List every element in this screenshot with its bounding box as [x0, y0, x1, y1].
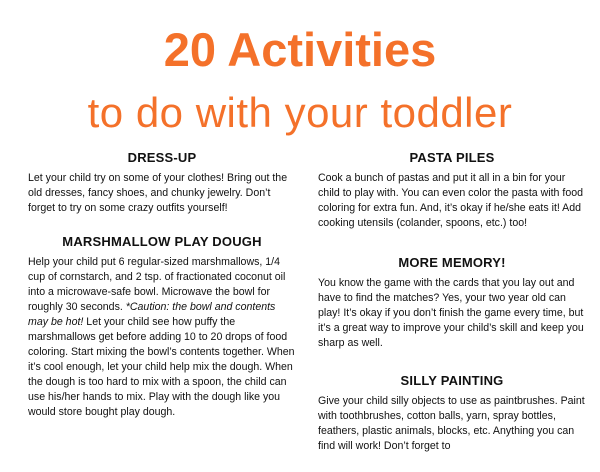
page-title: 20 Activities	[163, 23, 437, 76]
section-heading-pasta-piles: PASTA PILES	[409, 150, 495, 165]
play-dough-caution: *Caution: the bowl and contents may be hot!	[28, 301, 276, 328]
section-silly-painting	[318, 373, 586, 454]
section-heading-silly-painting: SILLY PAINTING	[400, 373, 504, 388]
section-heading-more-memory: MORE MEMORY!	[398, 255, 506, 270]
section-more-memory	[318, 255, 586, 351]
page-subtitle: to do with your toddler	[87, 89, 513, 136]
play-dough-text-1: Help your child put 6 regular-sized marshmallows, 1/4 cup of cornstarch, and 2 tsp. of fractionated coconut oil into a microwave-safe bowl. Microwave the bowl for roughly 30 seconds.	[28, 256, 286, 313]
section-body-dress-up: Let your child try on some of your clothes! Bring out the old dresses, fancy shoes, and chunky jewelry. Don’t forget to try on some crazy outfits yourself!	[28, 172, 288, 214]
section-body-marshmallow-play-dough	[28, 255, 296, 420]
play-dough-text-2: Let your child see how puffy the marshmallows get before adding 10 to 20 drops of food coloring. Start mixing the bowl’s contents together. When it’s cool enough, let your child help mix the dough. When the dough is too hard to mix with a spoon, the child can use his/her hands to mix. Play with the dough like you would store bought play dough.	[28, 316, 295, 418]
section-body-pasta-piles: Cook a bunch of pastas and put it all in a bin for your child to play with. You can even color the pasta with food coloring for extra fun. And, it’s okay if he/she eats it! Add cooking utensils (colander, spoons, etc.) too!	[318, 172, 584, 229]
left-column	[28, 150, 296, 438]
right-column	[318, 150, 586, 472]
section-marshmallow-play-dough	[28, 234, 296, 420]
section-heading-marshmallow-play-dough: MARSHMALLOW PLAY DOUGH	[62, 234, 262, 249]
section-body-silly-painting: Give your child silly objects to use as paintbrushes. Paint with toothbrushes, cotton balls, yarn, spray bottles, feathers, plastic animals, blocks, etc. Anything you can find will work! Don’t forget to	[318, 395, 585, 452]
section-body-more-memory: You know the game with the cards that you lay out and have to find the matches? Yes, your two year old can play! It’s okay if you don’t finish the game every time, but it’s a great way to improve your child’s skill and keep you sharp as well.	[318, 277, 584, 349]
section-pasta-piles	[318, 150, 586, 231]
section-heading-dress-up: DRESS-UP	[127, 150, 197, 165]
section-dress-up	[28, 150, 296, 216]
